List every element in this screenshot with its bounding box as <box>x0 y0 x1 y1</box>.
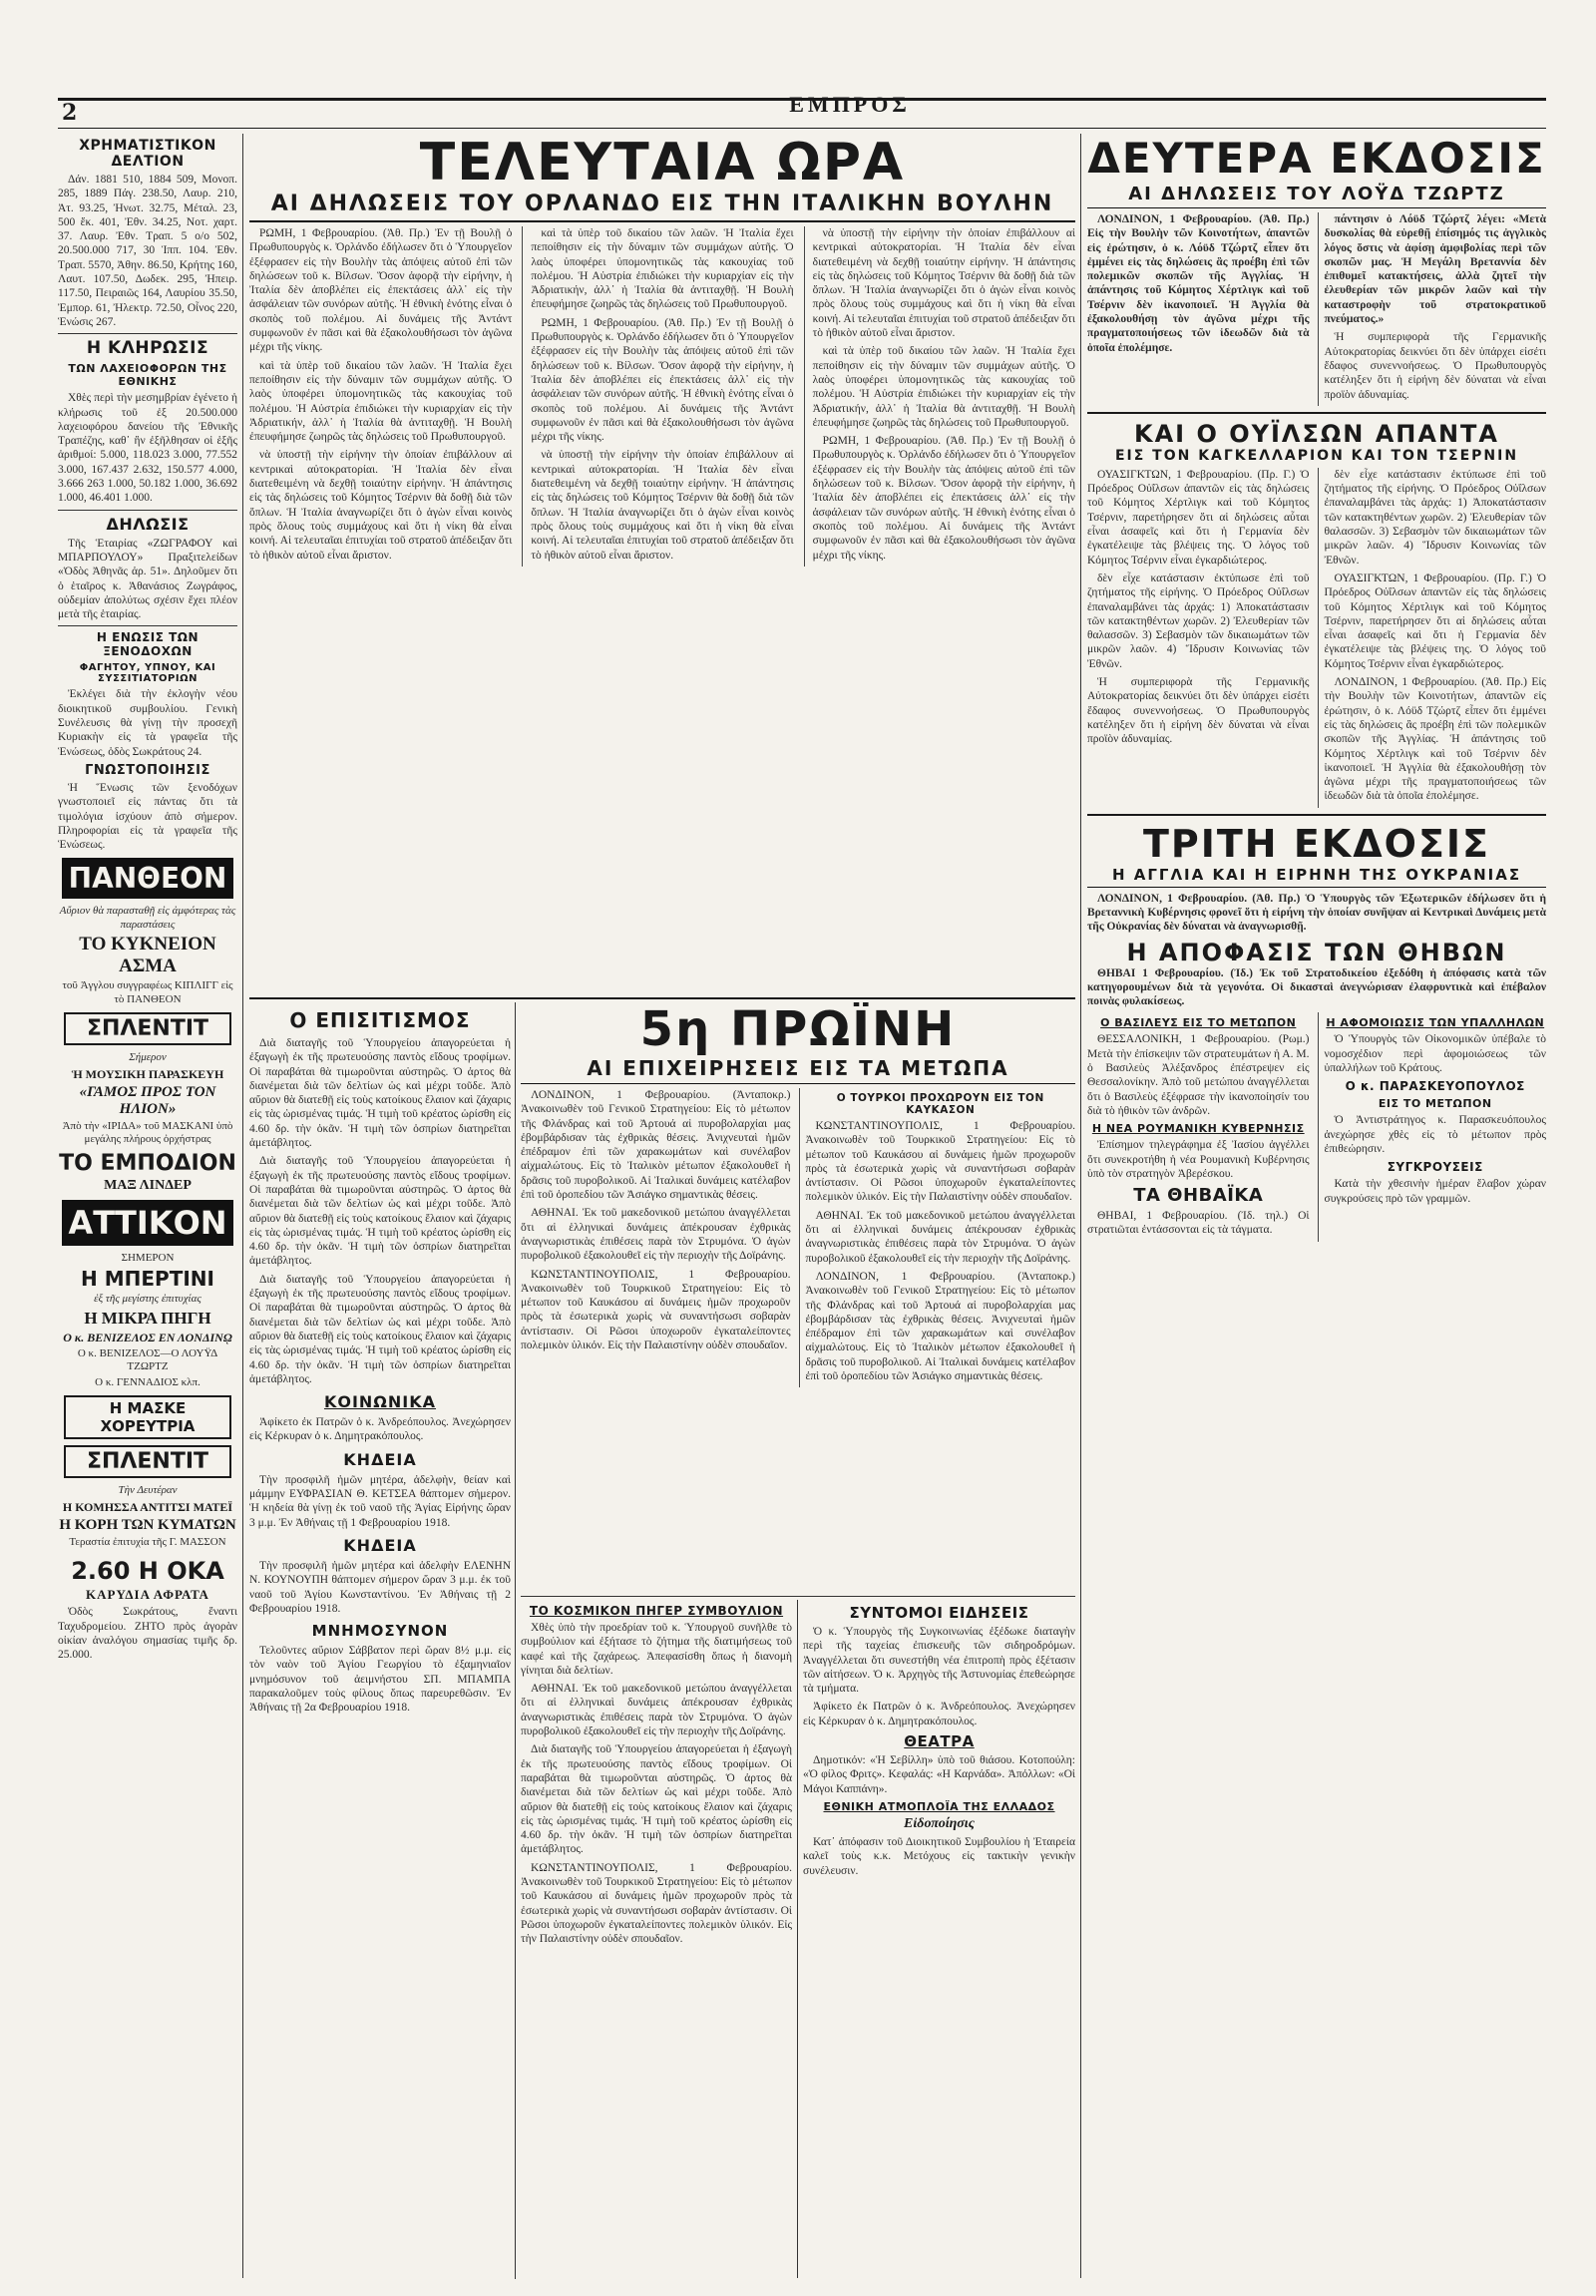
ad-attikon-film2: Η ΜΙΚΡΑ ΠΗΓΗ <box>84 1308 211 1328</box>
war-text-e: ΛΟΝΔΙΝΟΝ, 1 Φεβρουαρίου. (Ἀνταποκρ.) Ἀνακοινωθὲν τοῦ Γενικοῦ Στρατηγείου: Εἰς τὸ μέτωπον τῆς Φλάνδρας καὶ τοῦ Ἀρτουά αἱ πυροβολαρχίαι μας ἐβομβάρδισαν τὰς ἐχθρικὰς θέσεις. Ἀνιχνευταὶ ἡμῶν ἐπέδραμον ἐπὶ τῶν χαρακωμάτων καὶ συνέλαβον αἰχμαλώτους. Εἰς τὸ Ἰταλικὸν μέτωπον ἐξακολουθεῖ ἡ δρᾶσις τοῦ πυροβολικοῦ. Αἱ Ἰταλικαὶ δυνάμεις κατέλαβον ἐπὶ τοῦ ὀροπεδίου τῶν Ἀσιάγκο σημαντικὰς θέσεις. <box>805 1270 1075 1383</box>
war-text-a2: ΑΘΗΝΑΙ. Ἐκ τοῦ μακεδονικοῦ μετώπου ἀναγγέλλεται ὅτι αἱ ἑλληνικαὶ δυνάμεις ἀπέκρουσαν ἐχθρικὰς ἀναγνωριστικὰς ἐπιθέσεις παρὰ τὸν Στρυμόνα. Ὁ ἀγὼν πυροβολικοῦ ἐξακολουθεῖ εἰς τὴν περιοχὴν τῆς Δοϊράνης. <box>521 1207 791 1263</box>
column-rule <box>242 134 243 2278</box>
orlando-text-c: νὰ ὑποστῇ τὴν εἰρήνην τὴν ὁποίαν ἐπιβάλλουν αἱ κεντρικαὶ αὐτοκρατορίαι. Ἡ Ἰταλία δὲν εἶναι διατεθειμένη νὰ δεχθῇ τοιαύτην εἰρήνην. Ἡ ἀπάντησις εἰς τὰς δηλώσεις τοῦ Κόμητος Τσέρνιν θὰ δοθῇ διὰ τῶν ὅπλων. Ἡ Ἰταλία ἀναγνωρίζει ὅτι ὁ ἀγὼν εἶναι κοινὸς πρὸς ὅλους τοὺς συμμάχους καὶ ὅτι ἡ νίκη θὰ εἶναι κοινή. Αἱ τελευταῖαι ἐπιτυχίαι τοῦ στρατοῦ ἀπέδειξαν ὅτι τὸ ἠθικὸν αὐτοῦ εἶναι ἄριστον. <box>812 227 1075 340</box>
hotel-title: Η ΕΝΩΣΙΣ ΤΩΝ ΞΕΝΟΔΟΧΩΝ <box>96 630 200 659</box>
society-title: ΚΟΙΝΩΝΙΚΑ <box>323 1392 437 1412</box>
council-text-3: Διὰ διαταγῆς τοῦ Ὑπουργείου ἀπαγορεύεται ἡ ἐξαγωγὴ ἐκ τῆς πρωτευούσης παντὸς εἴδους τροφίμων. Οἱ παραβάται θὰ τιμωροῦνται αὐστηρῶς. Ὁ ἀρτος θὰ διανέμεται διὰ τῶν δελτίων ὡς καὶ μέχρι τοῦδε. Ἀπὸ αὔριον θὰ διατεθῇ εἰς τοὺς κατοίκους ἔλαιον καὶ ζάχαρις εἰς τὰς ὡρισμένας τιμάς. Ἡ τιμὴ τοῦ κρέατος ὡρίσθη εἰς 4.60 δρ. τὴν ὀκᾶν. Ἡ τιμὴ τῶν ὀσπρίων διατηρεῖται ἀμετάβλητος. <box>521 1743 792 1856</box>
council-text: Χθὲς ὑπὸ τὴν προεδρίαν τοῦ κ. Ὑπουργοῦ συνῆλθε τὸ συμβούλιον καὶ ἐξήτασε τὸ ζήτημα τῆς διατιμήσεως τοῦ καφέ καὶ τῆς ζαχάρεως. Ἀπεφασίσθη ὅπως ἡ διανομὴ γίνηται διὰ δελτίων. <box>521 1622 792 1677</box>
ad-pantheon-note: τοῦ Ἀγγλου συγγραφέως ΚΙΠΛΙΓΓ εἰς τὸ ΠΑΝΘΕΟΝ <box>62 979 233 1005</box>
ad-splendid2-day: Τὴν Δευτέραν <box>118 1484 178 1497</box>
notice2-title: ΓΝΩΣΤΟΠΟΙΗΣΙΣ <box>85 762 210 778</box>
ad-walnut-text: Ὁδὸς Σωκράτους, ἔναντι Ταχυδρομείου. ΖΗΤΟ πρὸς ἀγορὰν οἰκίαν ἀναλόγου σημασίας τιμῆς δρ. 25.000. <box>58 1606 237 1662</box>
notice2-text: Ἡ Ἕνωσις τῶν ξενοδόχων γνωστοποιεῖ εἰς πάντας ὅτι τὰ τιμολόγια ἰσχύουν ἀπὸ σήμερον. Πληροφορίαι εἰς τὰ γραφεῖα τῆς Ἑνώσεως. <box>58 781 237 852</box>
war-columns <box>521 1088 1075 1387</box>
supply-text: Διὰ διαταγῆς τοῦ Ὑπουργείου ἀπαγορεύεται ἡ ἐξαγωγὴ ἐκ τῆς πρωτευούσης παντὸς εἴδους τροφίμων. Οἱ παραβάται θὰ τιμωροῦνται αὐστηρῶς. Ὁ ἀρτος θὰ διανέμεται διὰ τῶν δελτίων ὡς καὶ μέχρι τοῦδε. Ἀπὸ αὔριον θὰ διατεθῇ εἰς τοὺς κατοίκους ἔλαιον καὶ ζάχαρις εἰς τὰς ὡρισμένας τιμάς. Ἡ τιμὴ τοῦ κρέατος ὡρίσθη εἰς 4.60 δρ. τὴν ὀκᾶν. Ἡ τιμὴ τῶν ὀσπρίων διατηρεῖται ἀμετάβλητος. <box>249 1037 511 1150</box>
wilson-col-b <box>1318 468 1547 808</box>
supply-text-3: Διὰ διαταγῆς τοῦ Ὑπουργείου ἀπαγορεύεται ἡ ἐξαγωγὴ ἐκ τῆς πρωτευούσης παντὸς εἴδους τροφίμων. Οἱ παραβάται θὰ τιμωροῦνται αὐστηρῶς. Ὁ ἀρτος θὰ διανέμεται διὰ τῶν δελτίων ὡς καὶ μέχρι τοῦδε. Ἀπὸ αὔριον θὰ διατεθῇ εἰς τοὺς κατοίκους ἔλαιον καὶ ζάχαρις εἰς τὰς ὡρισμένας τιμάς. Ἡ τιμὴ τοῦ κρέατος ὡρίσθη εἰς 4.60 δρ. τὴν ὀκᾶν. Ἡ τιμὴ τῶν ὀσπρίων διατηρεῖται ἀμετάβλητος. <box>249 1273 511 1385</box>
wilson-title: ΚΑΙ Ο ΟΥΪΛΣΩΝ ΑΠΑΝΤΑ <box>1133 419 1499 448</box>
ad-splendid-film: «ΓΑΜΟΣ ΠΡΟΣ ΤΟΝ ΗΛΙΟΝ» <box>79 1083 216 1117</box>
notice-text: Τῆς Ἑταιρίας «ΖΩΓΡΑΦΟΥ καὶ ΜΠΑΡΠΟΥΛΟΥ» Πραξιτελείδων «Ὁδὸς Ἀθηνᾶς ἀρ. 51». Δηλοῦμεν ὅτι ὁ ἑταῖρος κ. Ἀθανάσιος Ζωγράφος, οὐδεμίαν ἀπολύτως σχέσιν ἔχει πλέον μετὰ τῆς ἑταιρίας. <box>58 537 237 621</box>
lloyd-text-c: Ἡ συμπεριφορὰ τῆς Γερμανικῆς Αὐτοκρατορίας δεικνύει ὅτι δὲν ὑπάρχει εἰσέτι ἔδαφος συνεννοήσεως. Ὁ Πρωθυπουργὸς κατέληξεν ὅτι ἡ εἰρήνη δὲν δύναται νὰ εἶναι προϊὸν ἀδυναμίας. <box>1324 331 1546 401</box>
war-text-a3: ΚΩΝΣΤΑΝΤΙΝΟΥΠΟΛΙΣ, 1 Φεβρουαρίου. Ἀνακοινωθὲν τοῦ Τουρκικοῦ Στρατηγείου: Εἰς τὸ μέτωπον τοῦ Καυκάσου αἱ δυνάμεις ἡμῶν προχωροῦν πρὸς τὰ ἐσωτερικὰ χωρὶς νὰ συναντήσωσι σοβαρὰν ἀντίστασιν. Οἱ Ρῶσοι ὑποχωροῦν ἐγκαταλείποντες πολεμικὸν ὑλικόν. Εἰς τὴν Παλαιστίνην οὐδὲν σπουδαῖον. <box>521 1268 791 1352</box>
short-news-text-2: Ἀφίκετο ἐκ Πατρῶν ὁ κ. Ἀνδρεόπουλος. Ἀνεχώρησεν εἰς Κέρκυραν ὁ κ. Δημητρακόπουλος. <box>803 1701 1075 1727</box>
wilson-text-a: ΟΥΑΣΙΓΚΤΩΝ, 1 Φεβρουαρίου. (Πρ. Γ.) Ὁ Πρόεδρος Οὐΐλσων ἀπαντῶν εἰς τὰς δηλώσεις τοῦ Κόμητος Χέρτλιγκ καὶ τοῦ Κόμητος Τσέρνιν, παρετήρησεν ὅτι αἱ δηλώσεις αὗται εἶναι ἀσαφεῖς καὶ ὅτι ἡ Γερμανία δὲν ἐγκατέλειψε τὰς βλέψεις της. Ὁ λόγος τοῦ Κόμητος Τσέρνιν εἶναι ἐγκαρδιώτερος. <box>1087 468 1310 567</box>
headline-lloyd-george: ΑΙ ΔΗΛΩΣΕΙΣ ΤΟΥ ΛΟΫΔ ΤΖΩΡΤΖ <box>1087 184 1546 208</box>
ukraine-text: ΛΟΝΔΙΝΟΝ, 1 Φεβρουαρίου. (Ἀθ. Πρ.) Ὁ Ὑπουργὸς τῶν Ἐξωτερικῶν ἐδήλωσεν ὅτι ἡ Βρεταννικὴ Κυβέρνησις φρονεῖ ὅτι ἡ εἰρήνη τὴν ὁποίαν συνῆψαν αἱ Κεντρικαὶ Δυνάμεις μετὰ τῆς Οὐκρανίας δὲν δύναται νὰ ἀναγνωρισθῇ. <box>1087 892 1546 934</box>
lloyd-columns <box>1087 212 1546 406</box>
orlando-text-a3: νὰ ὑποστῇ τὴν εἰρήνην τὴν ὁποίαν ἐπιβάλλουν αἱ κεντρικαὶ αὐτοκρατορίαι. Ἡ Ἰταλία δὲν εἶναι διατεθειμένη νὰ δεχθῇ τοιαύτην εἰρήνην. Ἡ ἀπάντησις εἰς τὰς δηλώσεις τοῦ Κόμητος Τσέρνιν θὰ δοθῇ διὰ τῶν ὅπλων. Ἡ Ἰταλία ἀναγνωρίζει ὅτι ὁ ἀγὼν εἶναι κοινὸς πρὸς ὅλους τοὺς συμμάχους καὶ ὅτι ἡ νίκη θὰ εἶναι κοινή. Αἱ τελευταῖαι ἐπιτυχίαι τοῦ στρατοῦ ἀπέδειξαν ὅτι τὸ ἠθικὸν αὐτοῦ εἶναι ἄριστον. <box>249 449 513 562</box>
headline-fronts: ΑΙ ΕΠΙΧΕΙΡΗΣΕΙΣ ΕΙΣ ΤΑ ΜΕΤΩΠΑ <box>521 1056 1075 1084</box>
war-col-b <box>799 1088 1076 1387</box>
financial-title: ΧΡΗΜΑΤΙΣΤΙΚΟΝ ΔΕΛΤΙΟΝ <box>79 138 216 170</box>
shipping-title: ΕΘΝΙΚΗ ΑΤΜΟΠΛΟΪΑ ΤΗΣ ΕΛΛΑΔΟΣ <box>823 1799 1055 1813</box>
divider <box>58 625 237 626</box>
ad-splendid-day: Σήμερον <box>129 1051 167 1064</box>
ad-walnut-price: 2.60 Η ΟΚΑ <box>71 1557 224 1586</box>
lottery-title: Η ΚΛΗΡΩΣΙΣ <box>86 338 209 359</box>
banner-last-hour: ΤΕΛΕΥΤΑΙΑ ΩΡΑ <box>419 134 906 192</box>
theatre-title: ΘΕΑΤΡΑ <box>904 1732 975 1751</box>
thebes-text: ΘΗΒΑΙ 1 Φεβρουαρίου. (Ἰδ.) Ἐκ τοῦ Στρατοδικείου ἐξεδόθη ἡ ἀπόφασις κατὰ τῶν κατηγορουμένων διὰ τὰ γεγονότα. Οἱ δικασταὶ ἀνεγνώρισαν ἐλαφρυντικὰ καὶ ἐπέβαλον ποινὰς φυλακίσεως. <box>1087 966 1546 1008</box>
war-text-a: ΛΟΝΔΙΝΟΝ, 1 Φεβρουαρίου. (Ἀνταποκρ.) Ἀνακοινωθὲν τοῦ Γενικοῦ Στρατηγείου: Εἰς τὸ μέτωπον τῆς Φλάνδρας καὶ τοῦ Ἀρτουά αἱ πυροβολαρχίαι μας ἐβομβάρδισαν τὰς ἐχθρικὰς θέσεις. Ἀνιχνευταὶ ἡμῶν ἐπέδραμον ἐπὶ τῶν χαρακωμάτων καὶ συνέλαβον αἰχμαλώτους. Εἰς τὸ Ἰταλικὸν μέτωπον ἐξακολουθεῖ ἡ δρᾶσις τοῦ πυροβολικοῦ. Αἱ Ἰταλικαὶ δυνάμεις κατέλαβον ἐπὶ τοῦ ὀροπεδίου τῶν Ἀσιάγκο σημαντικὰς θέσεις. <box>521 1089 791 1202</box>
society-text: Ἀφίκετο ἐκ Πατρῶν ὁ κ. Ἀνδρεόπουλος. Ἀνεχώρησεν εἰς Κέρκυραν ὁ κ. Δημητρακόπουλος. <box>249 1416 511 1443</box>
theatre-text: Δημοτικόν: «Ἡ Σεβίλλη» ὑπὸ τοῦ θιάσου. Κοτοπούλη: «Ὁ φίλος Φριτς». Κεφαλάς: «Η Καρνάδα». Ἀπόλλων: «Οἱ Μάγοι Καππάνη». <box>803 1754 1075 1795</box>
war-text-d: ΑΘΗΝΑΙ. Ἐκ τοῦ μακεδονικοῦ μετώπου ἀναγγέλλεται ὅτι αἱ ἑλληνικαὶ δυνάμεις ἀπέκρουσαν ἐχθρικὰς ἀναγνωριστικὰς ἐπιθέσεις παρὰ τὸν Στρυμόνα. Ὁ ἀγὼν πυροβολικοῦ ἐξακολουθεῖ εἰς τὴν περιοχὴν τῆς Δοϊράνης. <box>805 1209 1075 1265</box>
ad-splendid2-note: Τεραστία ἐπιτυχία τῆς Γ. ΜΑΣΣΟΝ <box>69 1535 226 1548</box>
ad-attikon-extra3: Ο κ. ΓΕΝΝΑΔΙΟΣ κλπ. <box>95 1375 200 1388</box>
king-text: ΘΕΣΣΑΛΟΝΙΚΗ, 1 Φεβρουαρίου. (Ρωμ.) Μετὰ τὴν ἐπίσκεψιν τῶν στρατευμάτων ἡ Α. Μ. ὁ Βασιλεὺς Ἀλέξανδρος ἐπέστρεψεν εἰς Θεσσαλονίκην. Ἀπὸ τοῦ μετώπου ἀναγγέλλεται ὅτι ὁ Βασιλεὺς ἐξέφρασε τὴν ἱκανοποίησίν του διὰ τὸ ἠθικὸν τῶν ἀνδρῶν. <box>1087 1033 1310 1117</box>
orlando-text-c3: ΡΩΜΗ, 1 Φεβρουαρίου. (Ἀθ. Πρ.) Ἐν τῇ Βουλῇ ὁ Πρωθυπουργὸς κ. Ὀρλάνδο ἐδήλωσεν ὅτι ὁ Ὑπουργεῖον ἐξέφρασεν εἰς τὴν Βουλὴν τὰς ἀπόψεις αὐτοῦ ἐπὶ τῶν δηλώσεων τοῦ κ. Βίλσων. Ὅσον ἀφορᾷ τὴν εἰρήνην, ἡ Ἰταλία δὲν ἀποβλέπει εἰς ἐπεκτάσεις ἀλλ᾽ εἰς τὴν ἀσφάλειαν τῶν συνόρων αὐτῆς. Ἡ ἐθνικὴ ἑνότης εἶναι ὁ σκοπὸς τοῦ πολέμου. Αἱ δυνάμεις τῆς Ἀντάντ συμφωνοῦν ἐν πᾶσι καὶ θὰ ἐξακολουθήσωσι τὸν ἀγῶνα μέχρι τῆς νίκης. <box>812 435 1075 562</box>
ad-splendid-friday: Ἡ ΜΟΥΣΙΚΗ ΠΑΡΑΣΚΕΥΗ <box>71 1066 224 1081</box>
ad-pantheon-text: Αὔριον θὰ παρασταθῇ εἰς ἀμφότερας τὰς παραστάσεις <box>59 905 236 931</box>
wilson-text-a2: δὲν εἶχε κατάστασιν ἐκτύπωσε ἐπὶ τοῦ ζητήματος τῆς εἰρήνης. Ὁ Πρόεδρος Οὐΐλσων ἐπαναλαμβάνει τὰς ἀρχάς: 1) Ἀποκατάστασιν τῶν κατακτηθέντων χωρῶν. 2) Ἐλευθερίαν τῶν θαλασσῶν. 3) Σεβασμὸν τῶν δικαιωμάτων τῶν μικρῶν λαῶν. 4) Ἵδρυσιν Κοινωνίας τῶν Ἐθνῶν. <box>1087 572 1310 670</box>
column-rule <box>797 1600 798 2278</box>
center-top <box>249 134 1075 1141</box>
king-title: Ο ΒΑΣΙΛΕΥΣ ΕΙΣ ΤΟ ΜΕΤΩΠΟΝ <box>1100 1016 1297 1030</box>
ad-attikon-title: ΑΤΤΙΚΟΝ <box>62 1200 233 1246</box>
ad-mask-dancer: Η ΜΑΣΚΕ ΧΟΡΕΥΤΡΙΑ <box>64 1395 231 1439</box>
orlando-col-c <box>804 226 1075 567</box>
section-rule <box>521 1596 1075 1597</box>
column-rule <box>1080 134 1081 2278</box>
banner-morning: 5η ΠΡΩΪΝΗ <box>639 1002 957 1057</box>
ad-attikon-note: ἐξ τῆς μεγίστης ἐπιτυχίας <box>94 1293 201 1306</box>
financial-text: Δάν. 1881 510, 1884 509, Μονοπ. 285, 1889 Πάγ. 238.50, Λαυρ. 210, Ἀτ. 93.25, Ἠνωτ. 32.75, Μέταλ. 23, 500 ἔκ. 401, Ἐθν. 34.25, Νοτ. χαρτ. 37. Λαυρ. Ἐθν. Τραπ. 5 ο/ο 502, 20.500.000 717, 30 Ἱππ. 104. Ἐθν. Τραπ. 5570, Ἀθην. 86.50, Κρήτης 160, Λαυτ. 107.50, Δωδεκ. 295, Ἠπειρ. 117.50, Πειραιῶς 164, Λαυρίου 35.50, Ἐμπορ. 61, Ἠλεκτρ. 72.50, Οἶνος 220, Ἑνώσις 267. <box>58 174 237 328</box>
ad-splendid2-film: Η ΚΟΡΗ ΤΩΝ ΚΥΜΑΤΩΝ <box>59 1516 236 1533</box>
orlando-text-b: καὶ τὰ ὑπὲρ τοῦ δικαίου τῶν λαῶν. Ἡ Ἰταλία ἔχει πεποίθησιν εἰς τὴν δύναμιν τῶν συμμάχων αὐτῆς. Ὁ λαὸς ὑποφέρει ὑπομονητικῶς τὰς κακουχίας τοῦ πολέμου. Ἡ Αὐστρία ἐπιδιώκει τὴν κυριαρχίαν εἰς τὴν Ἀδριατικήν, ἀλλ᾽ ἡ Ἰταλία θὰ ἀντιταχθῇ. Ἡ Βουλὴ ἐπευφήμησε ζωηρῶς τὰς δηλώσεις τοῦ Πρωθυπουργοῦ. <box>531 227 794 311</box>
orlando-col-a <box>249 226 512 567</box>
ad-attikon-day: ΣΗΜΕΡΟΝ <box>121 1251 175 1264</box>
council-text-4: ΚΩΝΣΤΑΝΤΙΝΟΥΠΟΛΙΣ, 1 Φεβρουαρίου. Ἀνακοινωθὲν τοῦ Τουρκικοῦ Στρατηγείου: Εἰς τὸ μέτωπον τοῦ Καυκάσου αἱ δυνάμεις ἡμῶν προχωροῦν πρὸς τὰ ἐσωτερικὰ χωρὶς νὰ συναντήσωσι σοβαρὰν ἀντίστασιν. Οἱ Ρῶσοι ὑποχωροῦν ἐγκαταλείποντες πολεμικὸν ὑλικόν. Εἰς τὴν Παλαιστίνην οὐδὲν σπουδαῖον. <box>521 1861 792 1946</box>
center-war-section <box>521 1002 1075 1596</box>
romania-title: Η ΝΕΑ ΡΟΥΜΑΝΙΚΗ ΚΥΒΕΡΝΗΣΙΣ <box>1091 1122 1305 1136</box>
lower-right-col-a <box>1087 1012 1310 1241</box>
ad-splendid-note: Ἀπὸ τὴν «ΙΡΙΔΑ» τοῦ ΜΑΣΚΑΝΙ ὑπὸ μεγάλης πλήρους ὀρχήστρας <box>62 1119 233 1146</box>
memorial-text: Τελοῦντες αὔριον Σάββατον περὶ ὥραν 8½ μ.μ. εἰς τὸν ναὸν τοῦ Ἁγίου Γεωργίου τὸ ἐξαμηνιαῖον μνημόσυνον τοῦ ἀειμνήστου ΣΠ. ΜΠΑΜΠΑ παρακαλοῦμεν τοὺς φίλους ὅπως παρευρεθῶσιν. Ἐν Ἀθήναις τῇ 2α Φεβρουαρίου 1918. <box>249 1645 511 1715</box>
divider <box>58 333 237 334</box>
right-column <box>1087 134 1546 2296</box>
section-rule <box>249 997 1075 999</box>
romania-text: Ἐπίσημον τηλεγράφημα ἐξ Ἰασίου ἀγγέλλει ὅτι συνεκροτήθη ἡ νέα Ρουμανικὴ Κυβέρνησις ὑπὸ τὸν στρατηγὸν Ἀβερέσκου. <box>1087 1139 1310 1180</box>
page-number: 2 <box>62 100 78 126</box>
clerks-title: Η ΑΦΟΜΟΙΩΣΙΣ ΤΩΝ ΥΠΑΛΛΗΛΩΝ <box>1326 1016 1545 1030</box>
column-rule <box>515 1002 516 2279</box>
lower-right-col-b <box>1318 1012 1547 1241</box>
ad-splendid2-title: ΣΠΛΕΝΤΙΤ <box>64 1445 231 1478</box>
orlando-text-a: ΡΩΜΗ, 1 Φεβρουαρίου. (Ἀθ. Πρ.) Ἐν τῇ Βουλῇ ὁ Πρωθυπουργὸς κ. Ὀρλάνδο ἐδήλωσεν ὅτι ὁ Ὑπουργεῖον ἐξέφρασεν εἰς τὴν Βουλὴν τὰς ἀπόψεις αὐτοῦ ἐπὶ τῶν δηλώσεων τοῦ κ. Βίλσων. Ὅσον ἀφορᾷ τὴν εἰρήνην, ἡ Ἰταλία δὲν ἀποβλέπει εἰς ἐπεκτάσεις ἀλλ᾽ εἰς τὴν ἀσφάλειαν τῶν συνόρων αὐτῆς. Ἡ ἐθνικὴ ἑνότης εἶναι ὁ σκοπὸς τοῦ πολέμου. Αἱ δυνάμεις τῆς Ἀντάντ συμφωνοῦν ἐν πᾶσι καὶ θὰ ἐξακολουθήσωσι τὸν ἀγῶνα μέχρι τῆς νίκης. <box>249 227 513 354</box>
funeral1-text: Τὴν προσφιλῆ ἡμῶν μητέρα, ἀδελφὴν, θείαν καὶ μάμμην ΕΥΦΡΑΣΙΑΝ Θ. ΚΕΤΣΕΑ θάπτομεν σήμερον. Ἡ κηδεία θὰ γίνῃ ἐκ τοῦ ναοῦ τῆς Ἁγίας Εἰρήνης ὥραν 3 μ.μ. Ἐν Ἀθήναις τῇ 1 Φεβρουαρίου 1918. <box>249 1473 511 1529</box>
short-news-title: ΣΥΝΤΟΜΟΙ ΕΙΔΗΣΕΙΣ <box>849 1604 1029 1622</box>
ad-obstacle-sub: ΜΑΞ ΛΙΝΔΕΡ <box>104 1177 192 1193</box>
wilson-text-b: δὲν εἶχε κατάστασιν ἐκτύπωσε ἐπὶ τοῦ ζητήματος τῆς εἰρήνης. Ὁ Πρόεδρος Οὐΐλσων ἐπαναλαμβάνει τὰς ἀρχάς: 1) Ἀποκατάστασιν τῶν κατακτηθέντων χωρῶν. 2) Ἐλευθερίαν τῶν θαλασσῶν. 3) Σεβασμὸν τῶν δικαιωμάτων τῶν μικρῶν λαῶν. 4) Ἵδρυσιν Κοινωνίας τῶν Ἐθνῶν. <box>1324 468 1546 567</box>
headline-orlando: ΑΙ ΔΗΛΩΣΕΙΣ ΤΟΥ ΟΡΛΑΝΔΟ ΕΙΣ ΤΗΝ ΙΤΑΛΙΚΗΝ ΒΟΥΛΗΝ <box>249 191 1075 222</box>
ad-splendid-title: ΣΠΛΕΝΤΙΤ <box>64 1012 231 1045</box>
ad-walnut-sub: ΚΑΡΥΔΙΑ ΑΦΡΑΤΑ <box>86 1587 209 1603</box>
turks-headline: Ο ΤΟΥΡΚΟΙ ΠΡΟΧΩΡΟΥΝ ΕΙΣ ΤΟΝ ΚΑΥΚΑΣΟΝ <box>836 1092 1044 1116</box>
funeral2-title: ΚΗΔΕΙΑ <box>343 1535 417 1555</box>
hotel-text: Ἐκλέγει διὰ τὴν ἐκλογὴν νέου διοικητικοῦ συμβουλίου. Γενικὴ Συνέλευσις θὰ γίνῃ τὴν προσεχῆ Κυριακὴν εἰς τὰ γραφεῖα τῆς Ἑνώσεως, ὁδὸς Σωκράτους 24. <box>58 688 237 758</box>
masthead-bottom-rule <box>58 128 1546 129</box>
ad-pantheon-film: ΤΟ ΚΥΚΝΕΙΟΝ ΑΣΜΑ <box>79 934 216 977</box>
war-col-a <box>521 1088 791 1387</box>
minister-title: Ο κ. ΠΑΡΑΣΚΕΥΟΠΟΥΛΟΣ <box>1345 1079 1525 1094</box>
divider <box>1087 412 1546 414</box>
lottery-text: Χθὲς περὶ τὴν μεσημβρίαν ἐγένετο ἡ κλήρωσις τοῦ ἐξ 20.500.000 λαχειοφόρου δανείου τῆς Ἐθνικῆς Τραπέζης, καθ᾽ ἣν ἐξῆλθησαν οἱ ἑξῆς ἀριθμοί: 5.000, 118.023 3.000, 77.552 3.000, 167.437 2.632, 150.577 4.000, 3.666 263 1.000, 50.182 1.000, 36.692 1.000, 46.401 1.000. <box>58 392 237 505</box>
orlando-text-a2: καὶ τὰ ὑπὲρ τοῦ δικαίου τῶν λαῶν. Ἡ Ἰταλία ἔχει πεποίθησιν εἰς τὴν δύναμιν τῶν συμμάχων αὐτῆς. Ὁ λαὸς ὑποφέρει ὑπομονητικῶς τὰς κακουχίας τοῦ πολέμου. Ἡ Αὐστρία ἐπιδιώκει τὴν κυριαρχίαν εἰς τὴν Ἀδριατικήν, ἀλλ᾽ ἡ Ἰταλία θὰ ἀντιταχθῇ. Ἡ Βουλὴ ἐπευφήμησε ζωηρῶς τὰς δηλώσεις τοῦ Πρωθυπουργοῦ. <box>249 359 513 444</box>
orlando-text-c2: καὶ τὰ ὑπὲρ τοῦ δικαίου τῶν λαῶν. Ἡ Ἰταλία ἔχει πεποίθησιν εἰς τὴν δύναμιν τῶν συμμάχων αὐτῆς. Ὁ λαὸς ὑποφέρει ὑπομονητικῶς τὰς κακουχίας τοῦ πολέμου. Ἡ Αὐστρία ἐπιδιώκει τὴν κυριαρχίαν εἰς τὴν Ἀδριατικήν, ἀλλ᾽ ἡ Ἰταλία θὰ ἀντιταχθῇ. Ἡ Βουλὴ ἐπευφήμησε ζωηρῶς τὰς δηλώσεις τοῦ Πρωθυπουργοῦ. <box>812 345 1075 429</box>
banner-second-edition: ΔΕΥΤΕΡΑ ΕΚΔΟΣΙΣ <box>1087 134 1546 183</box>
shipping-sub: Εἰδοποίησις <box>904 1815 975 1831</box>
wilson-col-a <box>1087 468 1310 808</box>
wilson-text-a3: Ἡ συμπεριφορὰ τῆς Γερμανικῆς Αὐτοκρατορίας δεικνύει ὅτι δὲν ὑπάρχει εἰσέτι ἔδαφος συνεννοήσεως. Ὁ Πρωθυπουργὸς κατέληξεν ὅτι ἡ εἰρήνη δὲν δύναται νὰ εἶναι προϊὸν ἀδυναμίας. <box>1087 676 1310 746</box>
lower-right-columns <box>1087 1012 1546 1241</box>
funeral1-title: ΚΗΔΕΙΑ <box>343 1449 417 1469</box>
short-news-column <box>803 1600 1075 2296</box>
paper-name: ΕΜΠΡΟΣ <box>789 92 911 117</box>
hotel-subtitle: ΦΑΓΗΤΟΥ, ΥΠΝΟΥ, ΚΑΙ ΣΥΣΣΙΤΙΑΤΟΡΙΩΝ <box>79 662 216 685</box>
lottery-subtitle: ΤΩΝ ΛΑΧΕΙΟΦΟΡΩΝ ΤΗΣ ΕΘΝΙΚΗΣ <box>68 362 227 389</box>
center-left-column <box>249 1002 511 2296</box>
lloyd-text-b: πάντησιν ὁ Λόϋδ Τζώρτζ λέγει: «Μετὰ δυσκολίας θὰ εὑρεθῇ ἐπίσημός τις ἀγγλικὸς λόγος ὅστις νὰ ἀφίσῃ ἀμφιβολίας περὶ τῶν σκοπῶν μας. Ἡ Μεγάλη Βρεταννία δὲν ἐπιθυμεῖ κατακτήσεις, ἀλλὰ ζητεῖ τὴν ἐλευθερίαν τῶν μικρῶν λαῶν καὶ τὴν καταστροφὴν τοῦ στρατοκρατικοῦ πνεύματος.» <box>1324 213 1546 326</box>
ad-attikon-extra: Ο κ. ΒΕΝΙΖΕΛΟΣ ΕΝ ΛΟΝΔΙΝῼ <box>63 1330 232 1344</box>
divider <box>1087 814 1546 816</box>
ad-splendid2-text: Η ΚΟΜΗΣΣΑ ΑΝΤΙΤΣΙ ΜΑΤΕΪ <box>62 1499 233 1514</box>
funeral2-text: Τὴν προσφιλῆ ἡμῶν μητέρα καὶ ἀδελφὴν ΕΛΕΝΗΝ Ν. ΚΟΥΝΟΥΠΗ θάπτομεν σήμερον ὥραν 3 μ.μ. ἐκ τοῦ ναοῦ τοῦ Ἁγίου Κωνσταντίνου. Ἐν Ἀθήναις τῇ 2 Φεβρουαρίου 1918. <box>249 1559 511 1615</box>
thebes2-title: ΤΑ ΘΗΒΑΪΚΑ <box>1133 1185 1264 1207</box>
left-column <box>58 134 237 2296</box>
coffee-column <box>521 1600 792 2296</box>
clerks-text: Ὁ Ὑπουργὸς τῶν Οἰκονομικῶν ὑπέβαλε τὸ νομοσχέδιον περὶ ἀφομοιώσεως τῶν ὑπαλλήλων τοῦ Κράτους. <box>1324 1033 1546 1075</box>
orlando-text-b2: ΡΩΜΗ, 1 Φεβρουαρίου. (Ἀθ. Πρ.) Ἐν τῇ Βουλῇ ὁ Πρωθυπουργὸς κ. Ὀρλάνδο ἐδήλωσεν ὅτι ὁ Ὑπουργεῖον ἐξέφρασεν εἰς τὴν Βουλὴν τὰς ἀπόψεις αὐτοῦ ἐπὶ τῶν δηλώσεων τοῦ κ. Βίλσων. Ὅσον ἀφορᾷ τὴν εἰρήνην, ἡ Ἰταλία δὲν ἀποβλέπει εἰς ἐπεκτάσεις ἀλλ᾽ εἰς τὴν ἀσφάλειαν τῶν συνόρων αὐτῆς. Ἡ ἐθνικὴ ἑνότης εἶναι ὁ σκοπὸς τοῦ πολέμου. Αἱ δυνάμεις τῆς Ἀντάντ συμφωνοῦν ἐν πᾶσι καὶ θὰ ἐξακολουθήσωσι τὸν ἀγῶνα μέχρι τῆς νίκης. <box>531 316 794 444</box>
memorial-title: ΜΝΗΜΟΣΥΝΟΝ <box>311 1622 449 1641</box>
lloyd-col-b <box>1318 212 1547 406</box>
ad-attikon-film: Η ΜΠΕΡΤΙΝΙ <box>81 1267 214 1292</box>
supply-text-2: Διὰ διαταγῆς τοῦ Ὑπουργείου ἀπαγορεύεται ἡ ἐξαγωγὴ ἐκ τῆς πρωτευούσης παντὸς εἴδους τροφίμων. Οἱ παραβάται θὰ τιμωροῦνται αὐστηρῶς. Ὁ ἀρτος θὰ διανέμεται διὰ τῶν δελτίων ὡς καὶ μέχρι τοῦδε. Ἀπὸ αὔριον θὰ διατεθῇ εἰς τοὺς κατοίκους ἔλαιον καὶ ζάχαρις εἰς τὰς ὡρισμένας τιμάς. Ἡ τιμὴ τοῦ κρέατος ὡρίσθη εἰς 4.60 δρ. τὴν ὀκᾶν. Ἡ τιμὴ τῶν ὀσπρίων διατηρεῖται ἀμετάβλητος. <box>249 1155 511 1268</box>
orlando-columns <box>249 226 1075 567</box>
clash-text: Κατὰ τὴν χθεσινὴν ἡμέραν ἔλαβον χώραν συγκρούσεις πρὸ τῶν γραμμῶν. <box>1324 1178 1546 1205</box>
headline-ukraine: Η ΑΓΓΛΙΑ ΚΑΙ Η ΕΙΡΗΝΗ ΤΗΣ ΟΥΚΡΑΝΙΑΣ <box>1087 866 1546 888</box>
lloyd-col-a <box>1087 212 1310 406</box>
minister-subtitle: ΕΙΣ ΤΟ ΜΕΤΩΠΟΝ <box>1378 1097 1492 1111</box>
shipping-text: Κατ᾽ ἀπόφασιν τοῦ Διοικητικοῦ Συμβουλίου ἡ Ἐταιρεία καλεῖ τοὺς κ.κ. Μετόχους εἰς τακτικὴν γενικὴν συνέλευσιν. <box>803 1835 1075 1877</box>
wilson-text-b2: ΟΥΑΣΙΓΚΤΩΝ, 1 Φεβρουαρίου. (Πρ. Γ.) Ὁ Πρόεδρος Οὐΐλσων ἀπαντῶν εἰς τὰς δηλώσεις τοῦ Κόμητος Χέρτλιγκ καὶ τοῦ Κόμητος Τσέρνιν, παρετήρησεν ὅτι αἱ δηλώσεις αὗται εἶναι ἀσαφεῖς καὶ ὅτι ἡ Γερμανία δὲν ἐγκατέλειψε τὰς βλέψεις της. Ὁ λόγος τοῦ Κόμητος Τσέρνιν εἶναι ἐγκαρδιώτερος. <box>1324 572 1546 670</box>
council-title: ΤΟ ΚΟΣΜΙΚΟΝ ΠΗΓΕΡ ΣΥΜΒΟΥΛΙΟΝ <box>529 1604 784 1618</box>
wilson-text-b3: ΛΟΝΔΙΝΟΝ, 1 Φεβρουαρίου. (Ἀθ. Πρ.) Εἰς τὴν Βουλὴν τῶν Κοινοτήτων, ἀπαντῶν εἰς ἐρώτησιν, ὁ κ. Λόϋδ Τζώρτζ εἶπεν ὅτι ἐμμένει εἰς τὰς δηλώσεις ἃς προέβη ἐπὶ τῶν πολεμικῶν σκοπῶν τῆς Ἀγγλίας. Ἡ ἀπάντησις τοῦ Κόμητος Χέρτλιγκ καὶ τοῦ Τσέρνιν δὲν ἱκανοποιεῖ. Ἡ Ἀγγλία θὰ ἐξακολουθήσῃ τὸν ἀγῶνα μέχρι τῆς πραγματοποιήσεως τῶν ἰδεωδῶν διὰ τὰ ὁποῖα ἐπολέμησε. <box>1324 676 1546 803</box>
supply-title: Ο ΕΠΙΣΙΤΙΣΜΟΣ <box>289 1008 471 1032</box>
lloyd-text-a: ΛΟΝΔΙΝΟΝ, 1 Φεβρουαρίου. (Ἀθ. Πρ.) Εἰς τὴν Βουλὴν τῶν Κοινοτήτων, ἀπαντῶν εἰς ἐρώτησιν, ὁ κ. Λόϋδ Τζώρτζ εἶπεν ὅτι ἐμμένει εἰς τὰς δηλώσεις ἃς προέβη ἐπὶ τῶν πολεμικῶν σκοπῶν τῆς Ἀγγλίας. Ἡ ἀπάντησις τοῦ Κόμητος Χέρτλιγκ καὶ τοῦ Τσέρνιν δὲν ἱκανοποιεῖ. Ἡ Ἀγγλία θὰ ἐξακολουθήσῃ τὸν ἀγῶνα μέχρι τῆς πραγματοποιήσεως τῶν ἰδεωδῶν διὰ τὰ ὁποῖα ἐπολέμησε. <box>1087 213 1310 354</box>
orlando-col-b <box>522 226 793 567</box>
orlando-text-b3: νὰ ὑποστῇ τὴν εἰρήνην τὴν ὁποίαν ἐπιβάλλουν αἱ κεντρικαὶ αὐτοκρατορίαι. Ἡ Ἰταλία δὲν εἶναι διατεθειμένη νὰ δεχθῇ τοιαύτην εἰρήνην. Ἡ ἀπάντησις εἰς τὰς δηλώσεις τοῦ Κόμητος Τσέρνιν θὰ δοθῇ διὰ τῶν ὅπλων. Ἡ Ἰταλία ἀναγνωρίζει ὅτι ὁ ἀγὼν εἶναι κοινὸς πρὸς ὅλους τοὺς συμμάχους καὶ ὅτι ἡ νίκη θὰ εἶναι κοινή. Αἱ τελευταῖαι ἐπιτυχίαι τοῦ στρατοῦ ἀπέδειξαν ὅτι τὸ ἠθικὸν αὐτοῦ εἶναι ἄριστον. <box>531 449 794 562</box>
ad-attikon-extra2: Ο κ. ΒΕΝΙΖΕΛΟΣ—Ο ΛΟΥΫΔ ΤΖΩΡΤΖ <box>77 1346 218 1373</box>
notice-title: ΔΗΛΩΣΙΣ <box>106 514 190 534</box>
divider <box>58 510 237 511</box>
short-news-text: Ὁ κ. Ὑπουργὸς τῆς Συγκοινωνίας ἐξέδωκε διαταγὴν περὶ τῆς ταχείας ἐπισκευῆς τῶν σιδηροδρόμων. Ἀναγγέλλεται ὅτι συνεστήθη νέα ἐπιτροπὴ πρὸς ἐξέτασιν τῶν αἰτήσεων. Ὁ κ. Ἀρχηγὸς τῆς Ἀστυνομίας ἐπεθεώρησε τὰ τμήματα. <box>803 1626 1075 1696</box>
war-text-c: ΚΩΝΣΤΑΝΤΙΝΟΥΠΟΛΙΣ, 1 Φεβρουαρίου. Ἀνακοινωθὲν τοῦ Τουρκικοῦ Στρατηγείου: Εἰς τὸ μέτωπον τοῦ Καυκάσου αἱ δυνάμεις ἡμῶν προχωροῦν πρὸς τὰ ἐσωτερικὰ χωρὶς νὰ συναντήσωσι σοβαρὰν ἀντίστασιν. Οἱ Ρῶσοι ὑποχωροῦν ἐγκαταλείποντες πολεμικὸν ὑλικόν. Εἰς τὴν Παλαιστίνην οὐδὲν σπουδαῖον. <box>805 1120 1075 1204</box>
thebes-title: Η ΑΠΟΦΑΣΙΣ ΤΩΝ ΘΗΒΩΝ <box>1126 938 1507 966</box>
thebes2-text: ΘΗΒΑΙ, 1 Φεβρουαρίου. (Ἰδ. τηλ.) Οἱ στρατιῶται ἐντάσσονται εἰς τὰ τάγματα. <box>1087 1210 1310 1237</box>
clash-title: ΣΥΓΚΡΟΥΣΕΙΣ <box>1387 1160 1483 1175</box>
banner-third-edition: ΤΡΙΤΗ ΕΚΔΟΣΙΣ <box>1142 821 1491 866</box>
wilson-columns <box>1087 468 1546 808</box>
council-text-2: ΑΘΗΝΑΙ. Ἐκ τοῦ μακεδονικοῦ μετώπου ἀναγγέλλεται ὅτι αἱ ἑλληνικαὶ δυνάμεις ἀπέκρουσαν ἐχθρικὰς ἀναγνωριστικὰς ἐπιθέσεις παρὰ τὸν Στρυμόνα. Ὁ ἀγὼν πυροβολικοῦ ἐξακολουθεῖ εἰς τὴν περιοχὴν τῆς Δοϊράνης. <box>521 1683 792 1738</box>
ad-pantheon-title: ΠΑΝΘΕΟΝ <box>62 858 233 899</box>
ad-obstacle-title: ΤΟ ΕΜΠΟΔΙΟΝ <box>59 1150 236 1176</box>
wilson-subtitle: ΕΙΣ ΤΟΝ ΚΑΓΚΕΛΛΑΡΙΟΝ ΚΑΙ ΤΟΝ ΤΣΕΡΝΙΝ <box>1114 447 1519 464</box>
minister-text: Ὁ Ἀντιστράτηγος κ. Παρασκευόπουλος ἀνεχώρησε χθὲς εἰς τὸ μέτωπον πρὸς ἐπιθεώρησιν. <box>1324 1114 1546 1155</box>
